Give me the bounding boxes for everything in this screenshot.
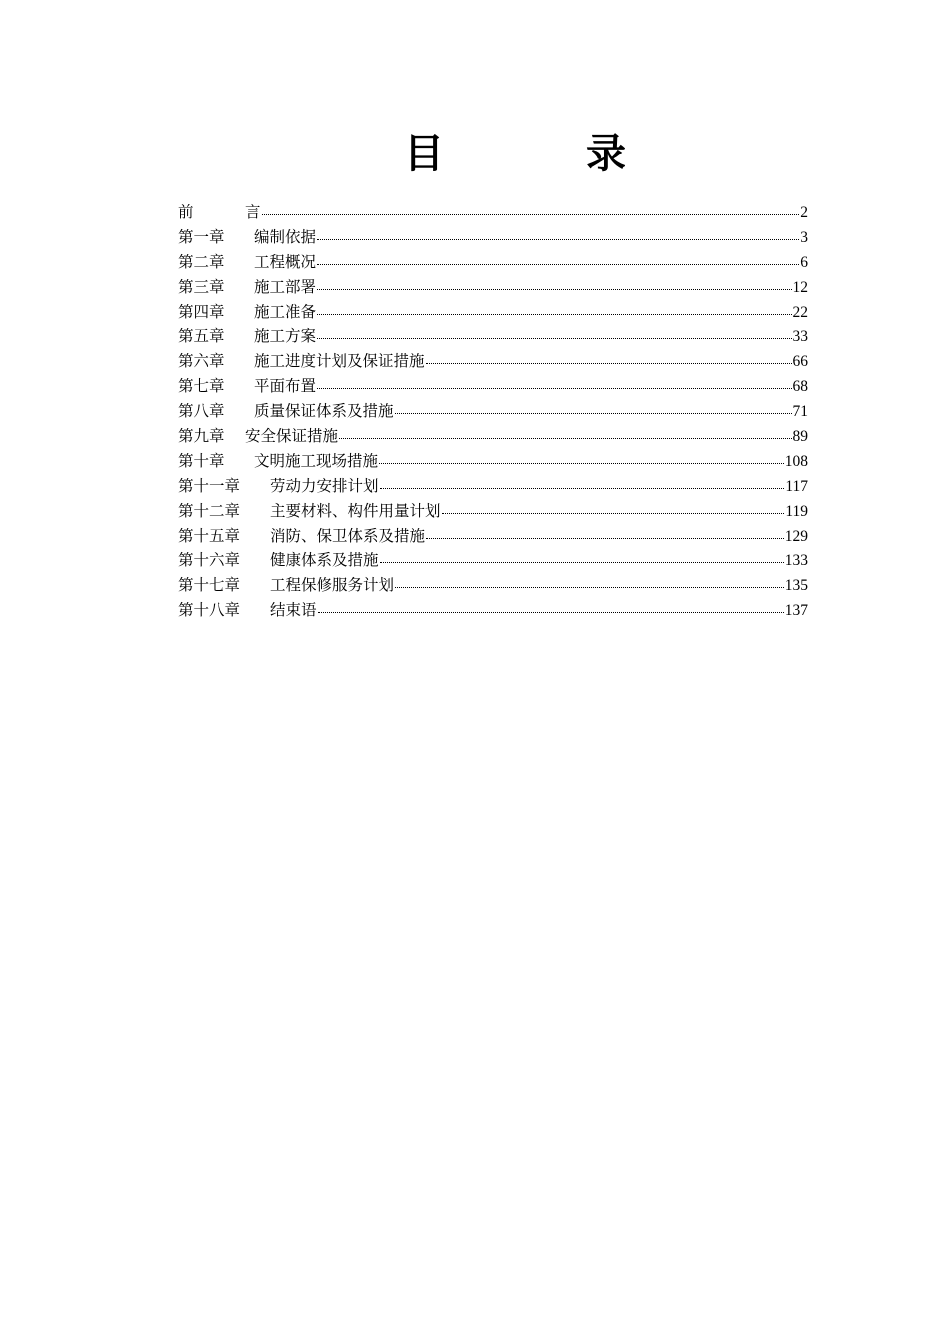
toc-row-chapter-17[interactable]: [178, 573, 808, 598]
toc-page-number: 135: [784, 577, 808, 595]
title-char-2: 录: [586, 131, 626, 177]
toc-dot-leader: [442, 502, 785, 516]
toc-page-number: 66: [792, 353, 808, 371]
toc-dot-leader: [395, 576, 784, 590]
toc-dot-leader: [262, 203, 800, 217]
toc-entry-title: 言: [245, 203, 261, 221]
toc-dot-leader: [317, 228, 799, 242]
toc-page-number: 33: [792, 328, 808, 346]
toc-entry-title: 编制依据: [254, 227, 317, 246]
toc-page-number: 137: [784, 602, 808, 620]
toc-entry-title: 施工进度计划及保证措施: [254, 352, 425, 371]
toc-dot-leader: [317, 327, 791, 341]
toc-row-chapter-2[interactable]: [178, 250, 808, 275]
toc-chapter-label: 第七章: [178, 377, 225, 396]
toc-page-number: 119: [785, 502, 808, 520]
toc-chapter-label: 前: [178, 203, 194, 221]
toc-entry-title: 健康体系及措施: [270, 551, 379, 570]
toc-row-chapter-9[interactable]: [178, 424, 808, 449]
toc-page-number: 3: [800, 228, 808, 246]
toc-entry-title: 消防、保卫体系及措施: [270, 526, 426, 545]
toc-row-chapter-10[interactable]: [178, 449, 808, 474]
toc-chapter-label: 第三章: [178, 277, 225, 296]
toc-entry-title: 安全保证措施: [245, 427, 339, 446]
toc-page-number: 129: [784, 527, 808, 545]
toc-row-chapter-1[interactable]: [178, 225, 808, 250]
toc-chapter-label: 第四章: [178, 302, 225, 321]
toc-dot-leader: [317, 303, 791, 317]
toc-chapter-label: 第六章: [178, 352, 225, 371]
toc-row-chapter-8[interactable]: [178, 399, 808, 424]
table-of-contents: [178, 200, 808, 623]
title-char-1: 目: [404, 131, 444, 177]
toc-page-number: 12: [792, 278, 808, 296]
toc-row-chapter-15[interactable]: [178, 524, 808, 549]
toc-entry-title: 施工部署: [254, 277, 317, 296]
toc-chapter-label: 第十一章: [178, 476, 241, 495]
toc-row-chapter-18[interactable]: [178, 598, 808, 623]
toc-chapter-label: 第九章: [178, 427, 225, 446]
toc-chapter-label: 第十六章: [178, 551, 241, 570]
toc-dot-leader: [317, 278, 791, 292]
toc-row-chapter-16[interactable]: [178, 548, 808, 573]
toc-page-number: 117: [785, 477, 808, 495]
toc-row-chapter-11[interactable]: [178, 474, 808, 499]
toc-dot-leader: [317, 377, 791, 391]
toc-entry-title: 平面布置: [254, 377, 317, 396]
toc-dot-leader: [339, 427, 791, 441]
toc-chapter-label: 第二章: [178, 252, 225, 271]
toc-page-number: 68: [792, 378, 808, 396]
toc-row-chapter-12[interactable]: [178, 499, 808, 524]
toc-row-chapter-4[interactable]: [178, 300, 808, 325]
toc-dot-leader: [395, 402, 792, 416]
toc-dot-leader: [379, 452, 784, 466]
toc-dot-leader: [426, 527, 784, 541]
toc-page-number: 6: [800, 253, 808, 271]
toc-page-number: 22: [792, 303, 808, 321]
toc-dot-leader: [380, 551, 784, 565]
toc-entry-title: 施工方案: [254, 327, 317, 346]
toc-entry-title: 劳动力安排计划: [270, 476, 379, 495]
toc-chapter-label: 第五章: [178, 327, 225, 346]
toc-row-chapter-7[interactable]: [178, 374, 808, 399]
toc-chapter-label: 第十八章: [178, 601, 241, 620]
toc-chapter-label: 第一章: [178, 227, 225, 246]
toc-page-number: 89: [792, 428, 808, 446]
toc-entry-title: 质量保证体系及措施: [254, 402, 394, 421]
toc-chapter-label: 第十二章: [178, 501, 241, 520]
toc-dot-leader: [426, 352, 792, 366]
toc-chapter-label: 第十五章: [178, 526, 241, 545]
toc-row-chapter-5[interactable]: [178, 324, 808, 349]
page-title: [0, 126, 950, 182]
toc-page-number: 2: [800, 204, 808, 221]
toc-entry-title: 文明施工现场措施: [254, 451, 379, 470]
toc-entry-title: 工程保修服务计划: [270, 576, 395, 595]
toc-dot-leader: [380, 477, 785, 491]
toc-chapter-label: 第十七章: [178, 576, 241, 595]
toc-entry-title: 施工准备: [254, 302, 317, 321]
toc-page-number: 71: [792, 403, 808, 421]
toc-row-preface[interactable]: [178, 200, 808, 225]
toc-entry-title: 工程概况: [254, 252, 317, 271]
toc-dot-leader: [317, 253, 799, 267]
toc-chapter-label: 第十章: [178, 451, 225, 470]
toc-chapter-label: 第八章: [178, 402, 225, 421]
toc-entry-title: 主要材料、构件用量计划: [270, 501, 441, 520]
toc-dot-leader: [318, 601, 784, 615]
toc-row-chapter-3[interactable]: [178, 275, 808, 300]
toc-page-number: 108: [784, 452, 808, 470]
toc-row-chapter-6[interactable]: [178, 349, 808, 374]
toc-entry-title: 结束语: [270, 601, 317, 620]
toc-page-number: 133: [784, 552, 808, 570]
